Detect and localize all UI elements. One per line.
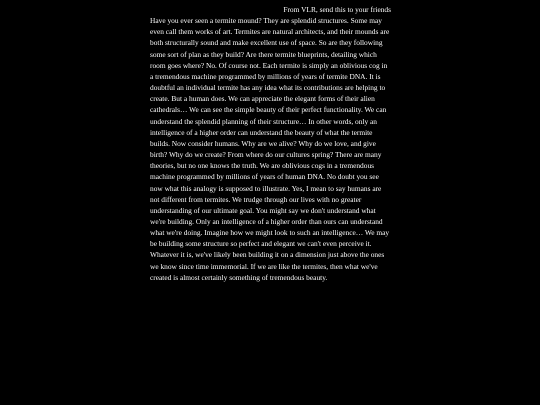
message-body: Have you ever seen a termite mound? They are splendid structures. Some may even call them works of art. Termites are natural architects, and their mounds are both structurally sound and make excellent use of space. So are they following some sort of plan as they build? Are there termite blueprints, detailing which room goes where? No. Of course not. Each termite is simply an oblivious cog in a tremendous machine programmed by millions of years of termite DNA. It is doubtful an individual termite has any idea what its contributions are helping to create. But a human does. We can appreciate the elegant forms of their alien cathedrals… We can see the simple beauty of their perfect functionality. We can understand the splendid planning of their structure… In other words, only an intelligence of a higher order can understand the beauty of what the termite builds. Now consider humans. Why are we alive? Why do we love, and give birth? Why do we create? From where do our cultures spring? There are many theories, but no one knows the truth. We are oblivious cogs in a tremendous machine programmed by millions of years of human DNA. No doubt you see now what this analogy is supposed to illustrate. Yes, I mean to say humans are not different from termites. We trudge through our lives with no greater understanding of our ultimate goal. You might say we don't understand what we're building. Only an intelligence of a higher order than ours can understand what we're doing. Imagine how we might look to such an intelligence… We may be building some structure so perfect and elegant we can't even perceive it. Whatever it is, we've likely been building it on a dimension just above the ones we know since time immemorial. If we are like the termites, then what we've created is almost certainly something of tremendous beauty. — [150, 16, 390, 282]
message-header: From VLR, send this to your friends — [283, 5, 391, 14]
message-text-block — [150, 4, 391, 283]
